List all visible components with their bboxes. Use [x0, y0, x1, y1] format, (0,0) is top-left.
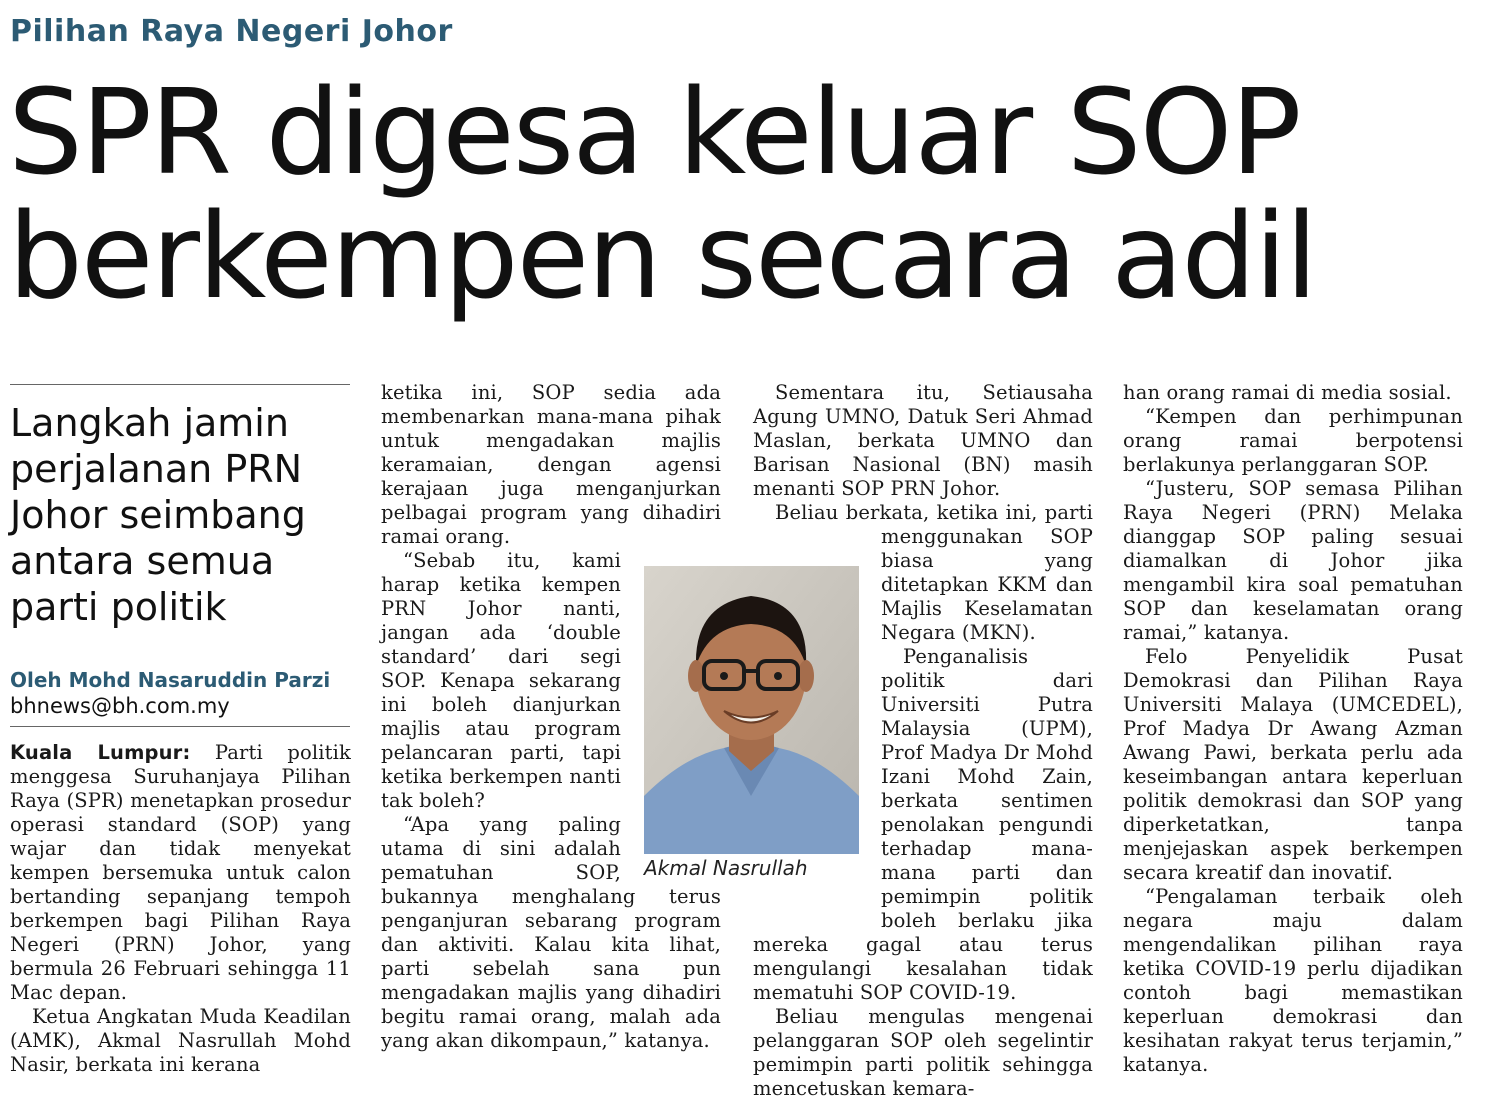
paragraph: han orang ramai di media sosial. [1123, 381, 1452, 404]
headline [8, 63, 1488, 325]
article-column-4 [1123, 381, 1463, 1077]
byline-bottom-rule [10, 726, 350, 727]
paragraph: Ketua Angkatan Muda Keadilan (AMK), Akmal Nasrullah Mohd Nasir, berkata ini kerana [10, 1005, 351, 1076]
paragraph: “Sebab itu, kami harap ketika kempen PRN Johor nanti, jangan ada ‘double standard’ dari segi SOP. Kenapa sekarang ini boleh dianjurkan majlis atau program pelancaran parti, tapi ketika berkempen nanti tak boleh? [381, 549, 621, 812]
deck: Langkah jamin perjalanan PRN Johor seimbang antara semua parti politik [10, 401, 306, 629]
headline-line-1: SPR digesa keluar SOP [8, 63, 1300, 201]
photo-caption: Akmal Nasrullah [644, 856, 808, 880]
paragraph: “Apa yang paling utama di sini adalah pematuhan SOP, bukannya menghalang terus penganjuran sebarang program dan aktiviti. Kalau kita lihat, parti sebelah sana pun mengadakan majlis yang dihadiri begitu ramai orang, malah ada yang akan dikompaun,” katanya. [381, 813, 721, 1052]
portrait-photo-icon [644, 566, 859, 854]
portrait-photo [644, 566, 859, 854]
author-email[interactable]: bhnews@bh.com.my [10, 694, 230, 718]
paragraph-text: Parti politik menggesa Suruhanjaya Pilihan Raya (SPR) menetapkan prosedur operasi standard (SOP) yang wajar dan tidak menyekat kempen bersemuka untuk calon bertanding sepanjang tempoh berkempen bagi Pilihan Raya Negeri (PRN) Johor, yang bermula 26 Februari sehingga 11 Mac depan. [10, 741, 351, 1004]
headline-line-2: berkempen secara adil [8, 187, 1316, 325]
paragraph: Penganalisis politik dari Universiti Putra Malaysia (UPM), Prof Madya Dr Mohd Izani Mohd Zain, berkata sentimen penolakan pengundi terhadap mana-mana parti dan pemimpin politik boleh berlaku jika mereka gagal atau terus mengulangi kesalahan tidak mematuhi SOP COVID-19. [753, 645, 1093, 1004]
paragraph: Beliau mengulas mengenai pelanggaran SOP oleh segelintir pemimpin parti politik sehingga mencetuskan kemara- [753, 1005, 1093, 1100]
byline: Oleh Mohd Nasaruddin Parzi [10, 668, 331, 692]
section-kicker: Pilihan Raya Negeri Johor [10, 14, 453, 49]
paragraph: “Pengalaman terbaik oleh negara maju dalam mengendalikan pilihan raya ketika COVID-19 perlu dijadikan contoh bagi memastikan keperluan demokrasi dan kesihatan rakyat terus terjamin,” katanya. [1123, 885, 1463, 1076]
article-column-1 [10, 741, 351, 1077]
paragraph: ketika ini, SOP sedia ada membenarkan mana-mana pihak untuk mengadakan majlis keramaian, dengan agensi kerajaan juga menganjurkan pelbagai program yang dihadiri ramai orang. [381, 381, 721, 548]
paragraph: Sementara itu, Setiausaha Agung UMNO, Datuk Seri Ahmad Maslan, berkata UMNO dan Barisan Nasional (BN) masih menanti SOP PRN Johor. [753, 381, 1093, 500]
paragraph: “Justeru, SOP semasa Pilihan Raya Negeri (PRN) Melaka dianggap SOP paling sesuai diamalkan di Johor jika mengambil kira soal pematuhan SOP dan keselamatan orang ramai,” katanya. [1123, 477, 1463, 644]
paragraph: Beliau berkata, ketika ini, parti menggunakan SOP biasa yang ditetapkan KKM dan Majlis Keselamatan Negara (MKN). [775, 501, 1093, 644]
paragraph [10, 741, 351, 1005]
paragraph: “Kempen dan perhimpunan orang ramai berpotensi berlakunya perlanggaran SOP. [1123, 405, 1463, 476]
deck-top-rule [10, 384, 350, 385]
paragraph: Felo Penyelidik Pusat Demokrasi dan Pilihan Raya Universiti Malaya (UMCEDEL), Prof Madya Dr Awang Azman Awang Pawi, berkata perlu ada keseimbangan antara keperluan politik demokrasi dan SOP yang diperketatkan, tanpa menjejaskan aspek berkempen secara kreatif dan inovatif. [1123, 645, 1463, 884]
dateline: Kuala Lumpur: [10, 741, 191, 764]
